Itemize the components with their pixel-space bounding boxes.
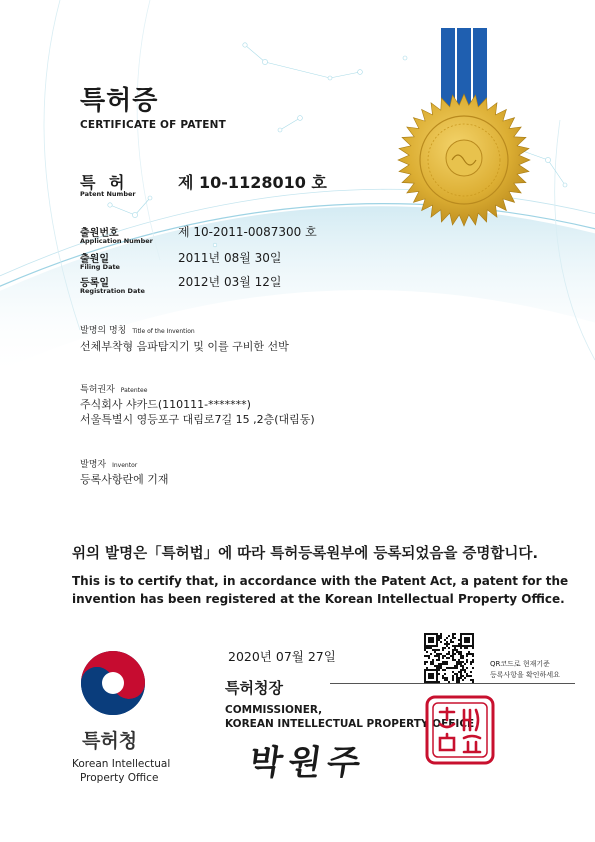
patentee-label: 특허권자 Patentee (80, 385, 148, 395)
application-number-label: 출원번호 (80, 228, 119, 239)
issue-date: 2020년 07월 27일 (228, 649, 336, 664)
korea-government-logo (78, 648, 148, 718)
registration-date-label: 등록일 (80, 278, 109, 289)
statement-ko: 위의 발명은「특허법」에 따라 특허등록원부에 등록되었음을 증명합니다. (72, 546, 538, 562)
patentee-label-en: Patentee (120, 387, 148, 394)
patentee-name: 주식회사 샤카드(110111-*******) (80, 398, 251, 411)
filing-date-value: 2011년 08월 30일 (178, 251, 282, 265)
certificate-title: 특허증 (80, 86, 159, 116)
commissioner-title: 특허청장 (225, 679, 283, 697)
divider-line (330, 683, 575, 684)
commissioner-signature: 박원주 (246, 743, 369, 783)
qr-code[interactable] (424, 633, 474, 683)
patent-number-value: 제 10-1128010 호 (178, 173, 327, 192)
statement-en-line2: invention has been registered at the Korean Intellectual Property Office. (72, 592, 565, 606)
commissioner-title-en-line2: KOREAN INTELLECTUAL PROPERTY OFFICE (225, 718, 475, 730)
application-number-label-en: Application Number (80, 237, 153, 245)
invention-label: 발명의 명칭 Title of the Invention (80, 326, 195, 336)
patentee-address: 서울특별시 영등포구 대림로7길 15 ,2층(대림동) (80, 413, 315, 426)
commissioner-title-en-line1: COMMISSIONER, (225, 704, 323, 716)
inventor-value: 등록사항란에 기재 (80, 473, 169, 486)
invention-title: 선체부착형 음파탐지기 및 이를 구비한 선박 (80, 340, 289, 353)
agency-name-en-line1: Korean Intellectual (72, 758, 171, 770)
inventor-label: 발명자 Inventor (80, 460, 138, 470)
patent-number-label: 특 허 (80, 173, 129, 192)
qr-note-line2: 등록사항을 확인하세요 (490, 671, 560, 679)
official-seal (424, 694, 496, 766)
patent-number-label-en: Patent Number (80, 190, 136, 198)
invention-label-en: Title of the Invention (132, 328, 195, 335)
filing-date-label-en: Filing Date (80, 263, 120, 271)
statement-en-line1: This is to certify that, in accordance with the Patent Act, a patent for the (72, 574, 569, 588)
agency-name-ko: 특허청 (82, 730, 138, 752)
application-number-value: 제 10-2011-0087300 호 (178, 225, 317, 239)
qr-note-line1: QR코드로 현재기준 (490, 660, 550, 668)
registration-date-value: 2012년 03월 12일 (178, 275, 282, 289)
inventor-label-en: Inventor (112, 462, 138, 469)
filing-date-label: 출원일 (80, 254, 109, 265)
agency-name-en-line2: Property Office (80, 772, 159, 784)
certificate-title-en: CERTIFICATE OF PATENT (80, 119, 226, 131)
registration-date-label-en: Registration Date (80, 287, 145, 295)
